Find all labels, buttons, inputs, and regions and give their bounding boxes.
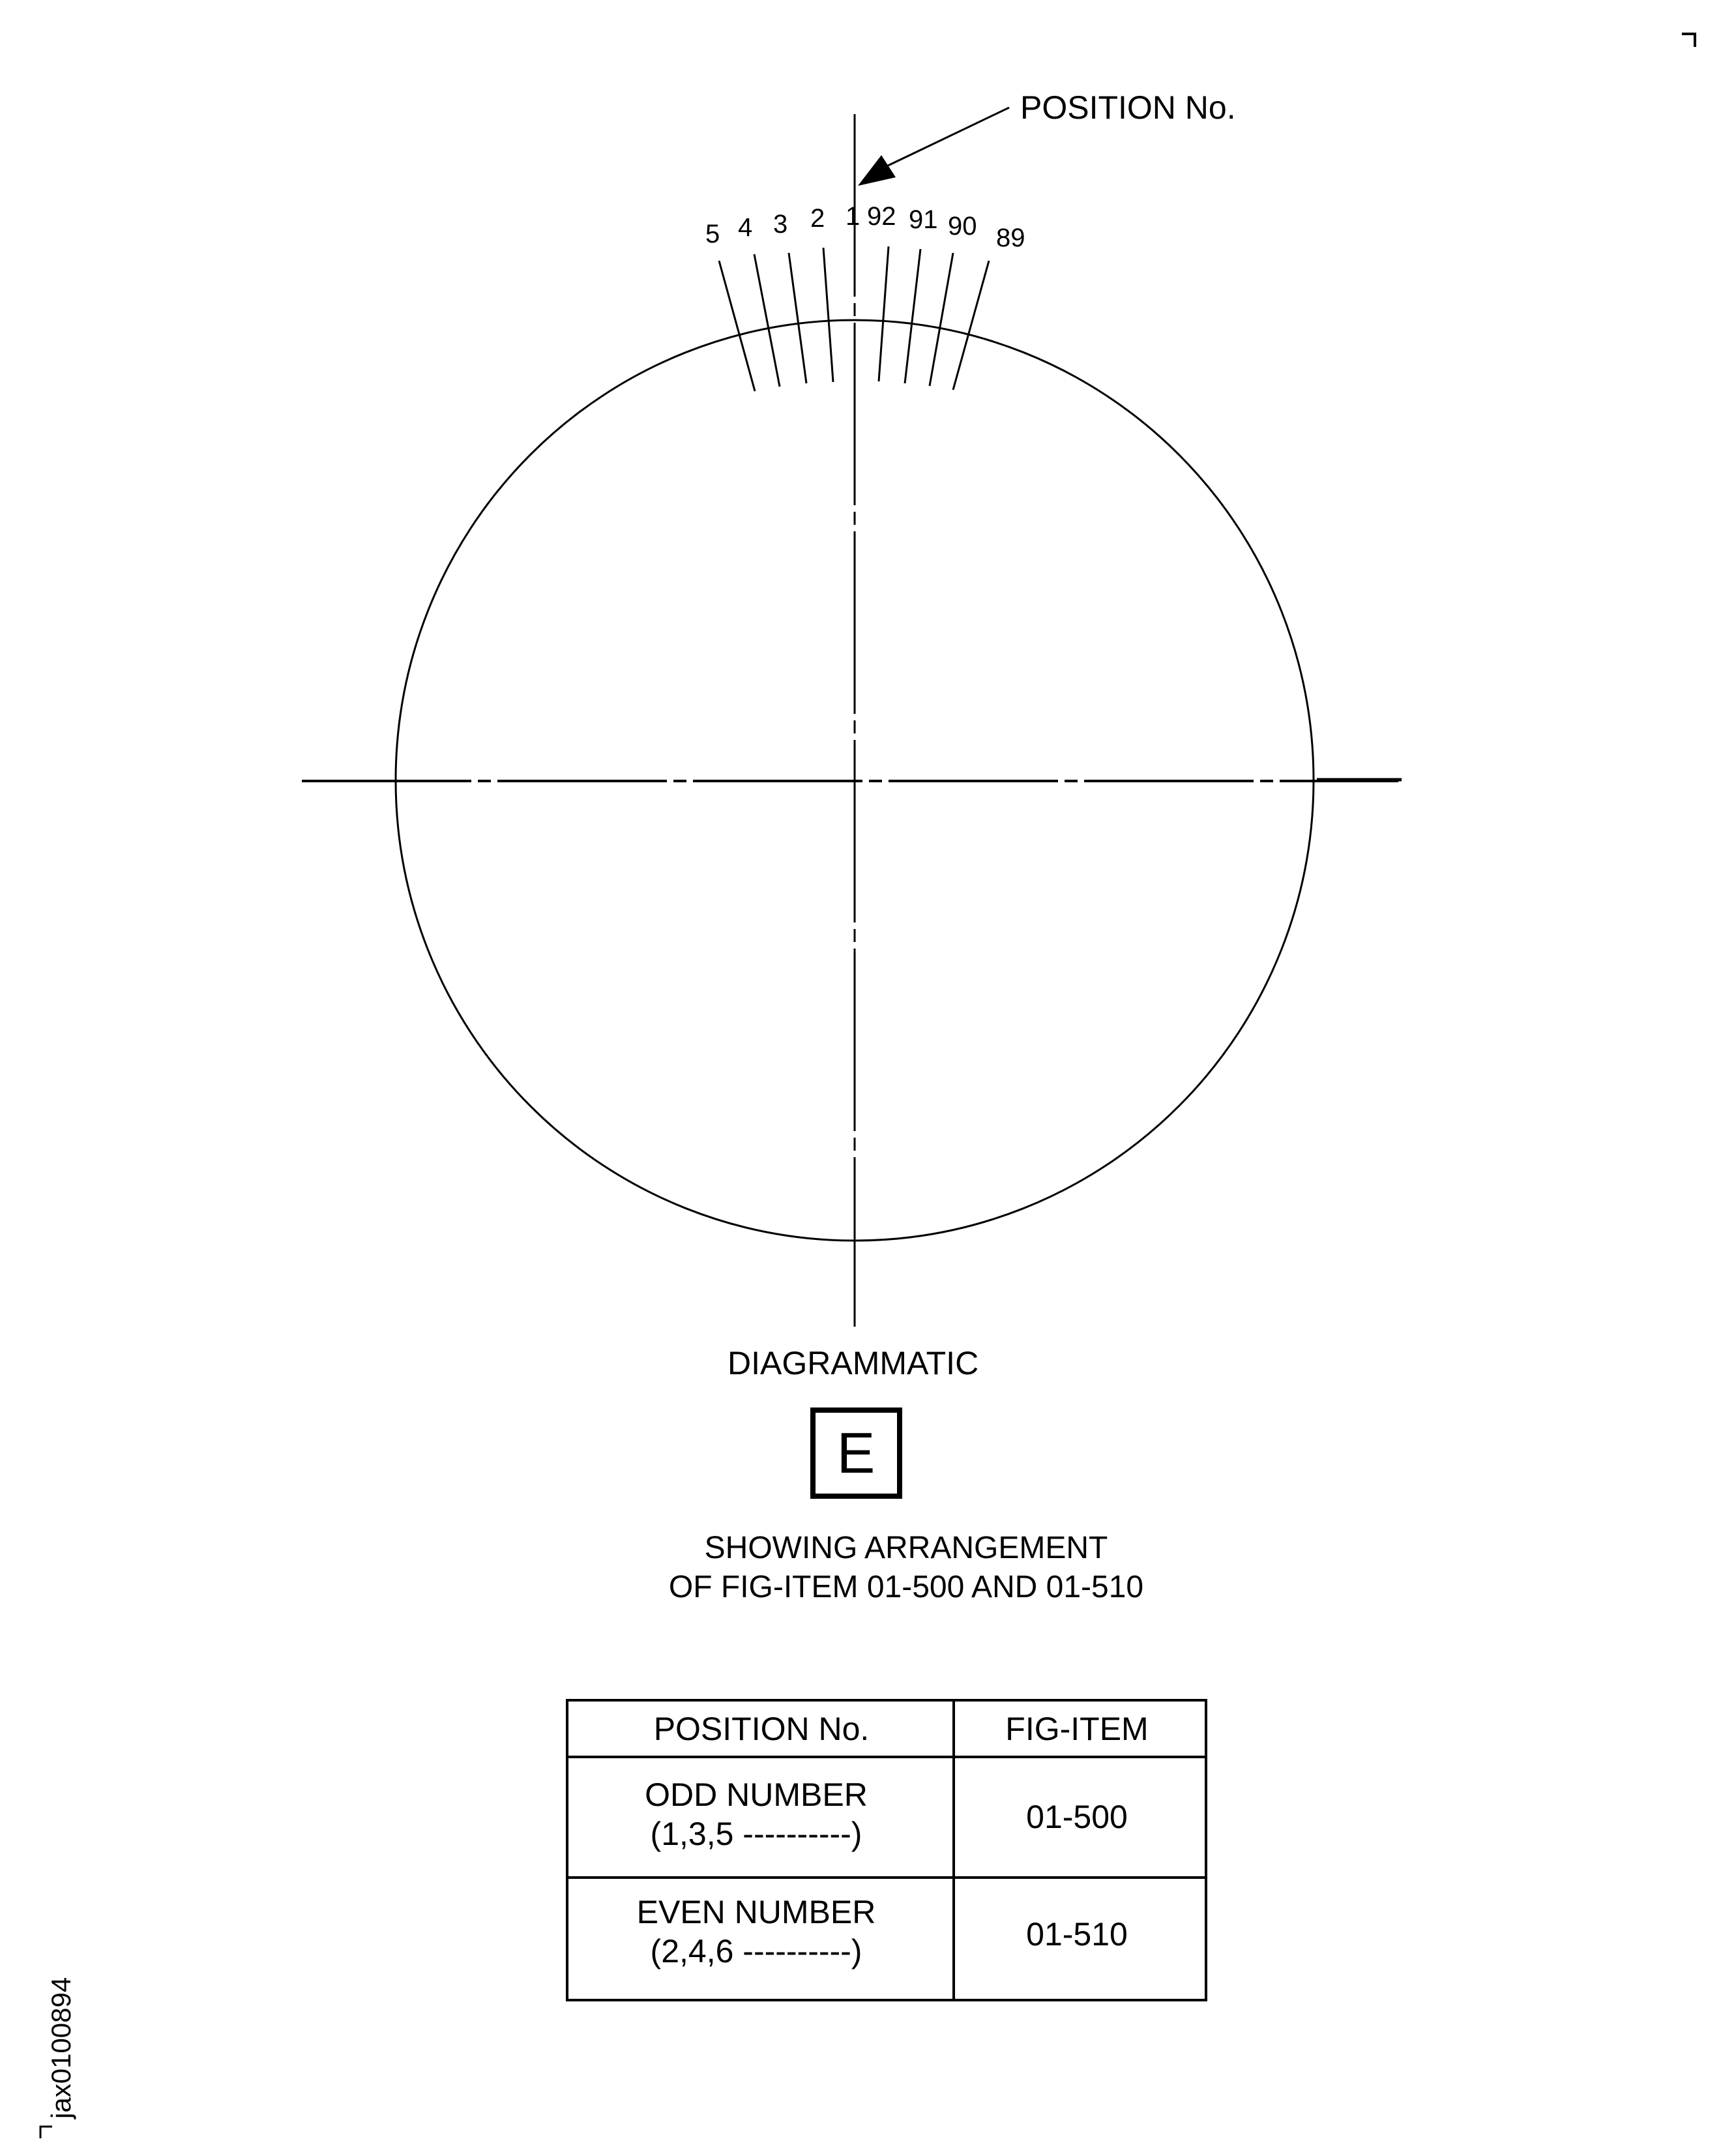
drawing-id: [20, 1923, 76, 2132]
leader-2: [823, 248, 833, 382]
position-number: 5: [705, 220, 720, 248]
callout-leader: [887, 108, 1009, 166]
corner-mark: [1682, 34, 1695, 47]
leader-3: [789, 253, 806, 383]
table-cell-position-line2: (1,3,5 ----------): [650, 1816, 862, 1852]
position-number: 90: [948, 212, 977, 241]
drawing-id-text: jax0100894: [46, 1977, 76, 2119]
position-number: 1: [846, 202, 861, 231]
table-cell-fig-item: 01-500: [1026, 1799, 1128, 1835]
position-number: 2: [810, 204, 825, 233]
position-numbers: [705, 202, 1025, 252]
table-cell-position-line1: ODD NUMBER: [645, 1776, 868, 1813]
leader-92: [879, 246, 889, 381]
position-number: 92: [867, 202, 896, 231]
table-header-fig-item: FIG-ITEM: [1005, 1711, 1149, 1747]
callout-label: POSITION No.: [1020, 89, 1236, 126]
position-table: [567, 1700, 1206, 2000]
position-number: 89: [996, 224, 1025, 252]
caption-line-1: SHOWING ARRANGEMENT: [704, 1531, 1108, 1565]
callout-arrowhead: [858, 155, 896, 186]
table-cell-position-line1: EVEN NUMBER: [636, 1894, 876, 1930]
position-number: 91: [909, 205, 938, 234]
view-title: DIAGRAMMATIC: [728, 1345, 979, 1381]
caption-line-2: OF FIG-ITEM 01-500 AND 01-510: [668, 1570, 1144, 1604]
view-letter: E: [836, 1421, 875, 1485]
table-cell-position-line2: (2,4,6 ----------): [650, 1933, 862, 1969]
leader-4: [754, 254, 780, 387]
leader-90: [930, 253, 953, 386]
leader-5: [719, 261, 755, 391]
position-number: 4: [738, 213, 753, 242]
position-number: 3: [773, 210, 788, 239]
leader-89: [953, 261, 989, 390]
table-header-position: POSITION No.: [653, 1711, 870, 1747]
table-cell-fig-item: 01-510: [1026, 1916, 1128, 1953]
leader-91: [905, 249, 920, 383]
